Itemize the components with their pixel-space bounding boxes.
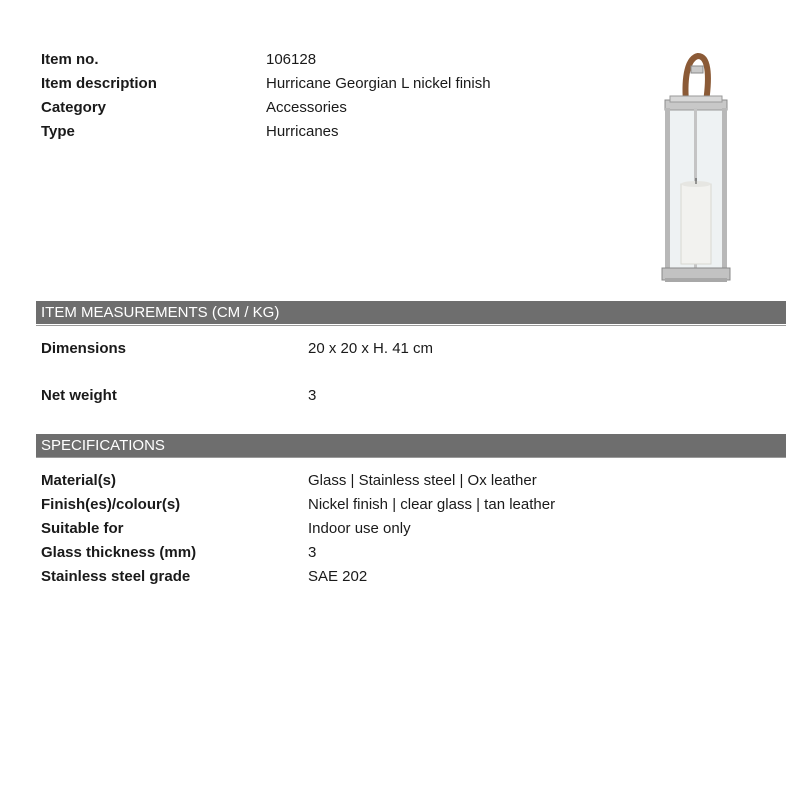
measurements-header: ITEM MEASUREMENTS (CM / KG): [36, 301, 786, 324]
suitable-for-value: Indoor use only: [308, 520, 411, 537]
glass-thickness-value: 3: [308, 544, 317, 561]
finishes-value: Nickel finish | clear glass | tan leather: [308, 496, 556, 513]
lantern-candle: [681, 184, 711, 264]
item-description-label: Item description: [41, 75, 157, 92]
type-value: Hurricanes: [266, 123, 339, 140]
materials-label: Material(s): [41, 472, 117, 489]
dimensions-label: Dimensions: [41, 340, 127, 357]
leather-strap: [686, 56, 708, 102]
category-value: Accessories: [266, 99, 347, 116]
dimensions-value: 20 x 20 x H. 41 cm: [308, 340, 434, 357]
glass-thickness-label: Glass thickness (mm): [41, 544, 197, 561]
measurements-divider: [36, 325, 786, 326]
specifications-header: SPECIFICATIONS: [36, 434, 786, 457]
strap-buckle: [691, 66, 703, 73]
net-weight-label: Net weight: [41, 387, 117, 404]
product-image: [650, 50, 740, 285]
type-label: Type: [41, 123, 75, 140]
item-no-value: 106128: [266, 51, 317, 68]
specifications-divider: [36, 457, 786, 458]
steel-grade-label: Stainless steel grade: [41, 568, 191, 585]
item-no-label: Item no.: [41, 51, 99, 68]
net-weight-value: 3: [308, 387, 317, 404]
materials-value: Glass | Stainless steel | Ox leather: [308, 472, 537, 489]
steel-grade-value: SAE 202: [308, 568, 368, 585]
suitable-for-label: Suitable for: [41, 520, 124, 537]
item-description-value: Hurricane Georgian L nickel finish: [266, 75, 491, 92]
category-label: Category: [41, 99, 107, 116]
finishes-label: Finish(es)/colour(s): [41, 496, 181, 513]
